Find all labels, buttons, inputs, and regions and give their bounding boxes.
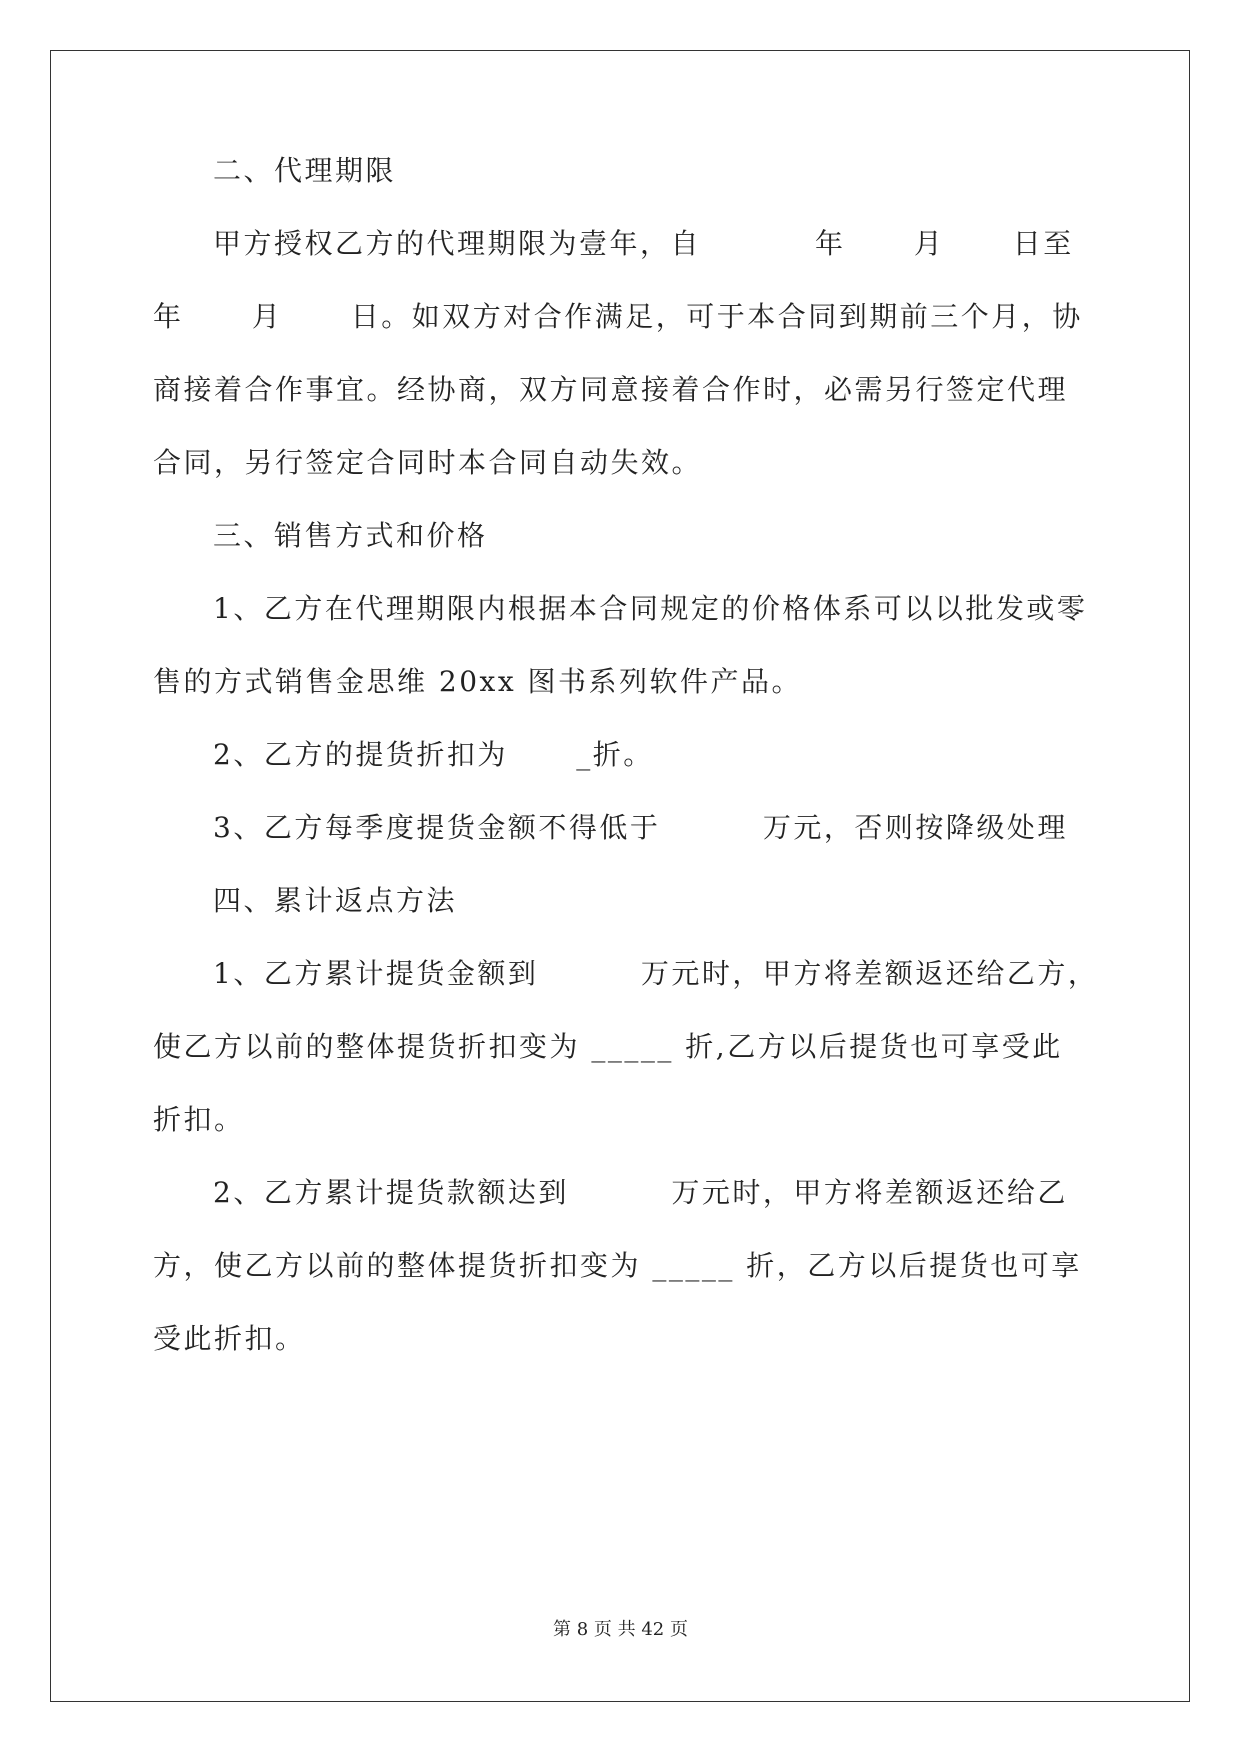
paragraph-line: 1、乙方在代理期限内根据本合同规定的价格体系可以以批发或零	[213, 592, 1088, 625]
paragraph-line: 2、乙方的提货折扣为 _折。	[213, 738, 654, 771]
paragraph-line: 合同，另行签定合同时本合同自动失效。	[153, 446, 703, 479]
paragraph-line: 使乙方以前的整体提货折扣变为 _____ 折,乙方以后提货也可享受此	[153, 1030, 1063, 1063]
paragraph-line: 受此折扣。	[153, 1322, 306, 1355]
paragraph-line: 商接着合作事宜。经协商，双方同意接着合作时，必需另行签定代理	[153, 373, 1069, 406]
paragraph-line: 年 月 日。如双方对合作满足，可于本合同到期前三个月，协	[153, 300, 1083, 333]
page-number-footer: 第 8 页 共 42 页	[553, 1619, 688, 1640]
section-heading-rebate: 四、累计返点方法	[213, 884, 458, 917]
paragraph-line: 2、乙方累计提货款额达到 万元时，甲方将差额返还给乙	[213, 1176, 1068, 1209]
section-heading-sales: 三、销售方式和价格	[213, 519, 488, 552]
paragraph-line: 方，使乙方以前的整体提货折扣变为 _____ 折，乙方以后提货也可享	[153, 1249, 1082, 1282]
paragraph-line: 折扣。	[153, 1103, 245, 1136]
paragraph-line: 甲方授权乙方的代理期限为壹年，自 年 月 日至	[213, 227, 1074, 260]
paragraph-line: 3、乙方每季度提货金额不得低于 万元，否则按降级处理	[213, 811, 1068, 844]
paragraph-line: 1、乙方累计提货金额到 万元时，甲方将差额返还给乙方，	[213, 957, 1099, 990]
section-heading-term: 二、代理期限	[213, 154, 397, 187]
paragraph-line: 售的方式销售金思维 20xx 图书系列软件产品。	[153, 665, 803, 698]
